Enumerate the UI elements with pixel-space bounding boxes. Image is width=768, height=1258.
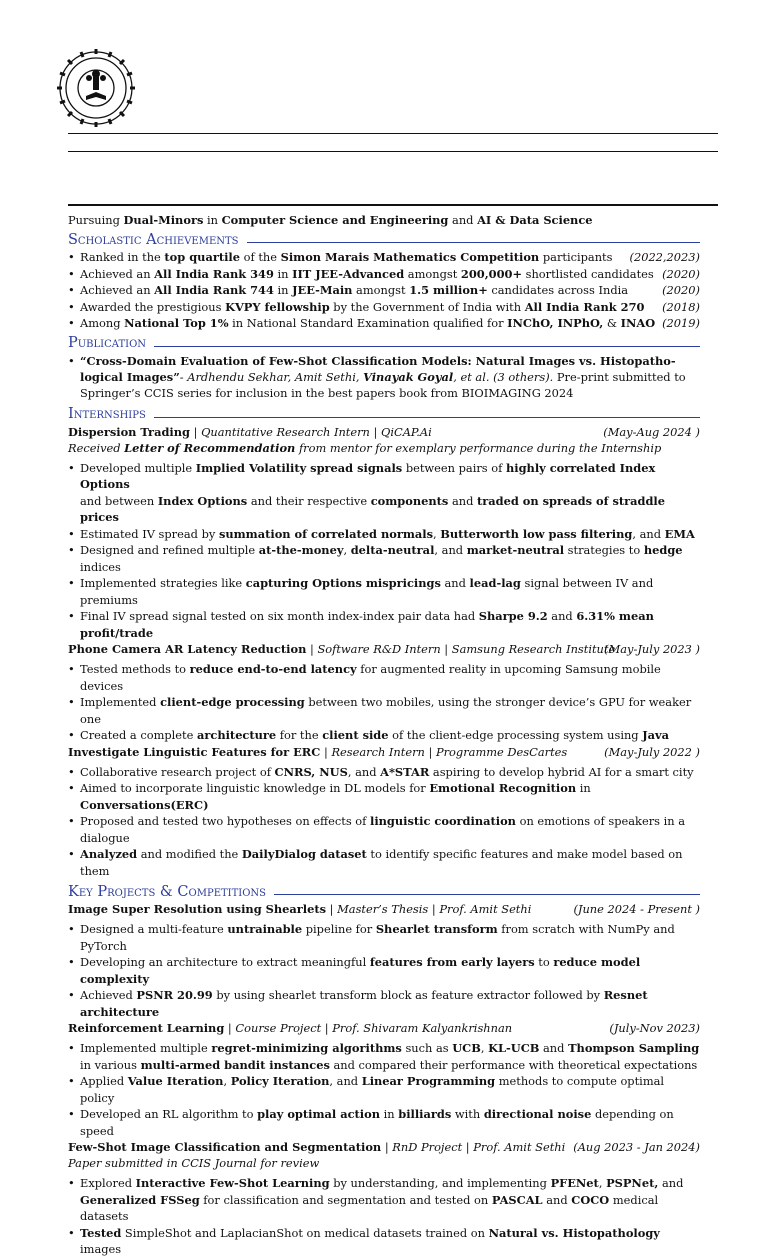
project-bullets: [68, 1175, 700, 1258]
internship-bullets: [68, 661, 700, 744]
bullet-item: • Developed multiple Implied Volatility spread signals between pairs of highly correlated Index Options and between Index Options and their respective components and traded on spreads of straddle prices: [68, 460, 700, 526]
internship-bullets: [68, 460, 700, 642]
achievement-item: • Achieved an All India Rank 349 in IIT JEE-Advanced amongst 200,000+ shortlisted candidates (2020): [68, 266, 700, 283]
bullet-item: • Proposed and tested two hypotheses on effects of linguistic coordination on emotions of speakers in a dialogue: [68, 813, 700, 846]
internship-header: Phone Camera AR Latency Reduction | Software R&D Intern | Samsung Research Institute (May-July 2023 ): [68, 642, 700, 656]
bullet-item: • Designed a multi-feature untrainable pipeline for Shearlet transform from scratch with NumPy and PyTorch: [68, 921, 700, 954]
achievement-item: • Awarded the prestigious KVPY fellowship by the Government of India with All India Rank 270 (2018): [68, 299, 700, 316]
achievement-item: • Achieved an All India Rank 744 in JEE-Main amongst 1.5 million+ candidates across India (2020): [68, 282, 700, 299]
bullet-item: • Implemented multiple regret-minimizing algorithms such as UCB, KL-UCB and Thompson Sampling in various multi-armed bandit instances and compared their performance with theoretical expectations: [68, 1040, 700, 1073]
project-header: Few-Shot Image Classification and Segmentation | RnD Project | Prof. Amit Sethi (Aug 2023 - Jan 2024): [68, 1140, 700, 1154]
achievement-item: • Among National Top 1% in National Standard Examination qualified for INChO, INPhO, & INAO (2019): [68, 315, 700, 332]
publication-list: [68, 353, 700, 401]
resume-body: [68, 212, 700, 1258]
bullet-item: • Tested methods to reduce end-to-end latency for augmented reality in upcoming Samsung mobile devices: [68, 661, 700, 694]
bullet-item: • Explored Interactive Few-Shot Learning by understanding, and implementing PFENet, PSPNet, and Generalized FSSeg for classification and segmentation and tested on PASCAL and COCO medical datasets: [68, 1175, 700, 1225]
bullet-item: • Tested SimpleShot and LaplacianShot on medical datasets trained on Natural vs. Histopathology images: [68, 1225, 700, 1258]
bullet-item: • Analyzed and modified the DailyDialog dataset to identify specific features and make model based on them: [68, 846, 700, 879]
achievement-item: • Ranked in the top quartile of the Simon Marais Mathematics Competition participants (2022,2023): [68, 249, 700, 266]
section-heading-internships: Internships: [68, 405, 700, 424]
internship-note: Received Letter of Recommendation from mentor for exemplary performance during the Internship: [68, 440, 662, 455]
institute-emblem: [56, 48, 136, 128]
section-heading-projects: Key Projects & Competitions: [68, 882, 700, 901]
publication-item: • “Cross-Domain Evaluation of Few-Shot Classification Models: Natural Images vs. Histopatho- logical Images”- Ardhendu Sekhar, Amit Sethi, Vinayak Goyal, et al. (3 others). Pre-print submitted to Springer’s CCIS series for inclusion in the best papers book from BIOIMAGING 2024: [68, 353, 700, 401]
bullet-item: • Applied Value Iteration, Policy Iteration, and Linear Programming methods to compute optimal policy: [68, 1073, 700, 1106]
project-header: Reinforcement Learning | Course Project | Prof. Shivaram Kalyankrishnan (July-Nov 2023): [68, 1021, 700, 1035]
section-heading-scholastic: Scholastic Achievements: [68, 230, 700, 249]
bullet-item: • Achieved PSNR 20.99 by using shearlet transform block as feature extractor followed by Resnet architecture: [68, 987, 700, 1020]
bullet-item: • Aimed to incorporate linguistic knowledge in DL models for Emotional Recognition in Conversations(ERC): [68, 780, 700, 813]
bullet-item: • Estimated IV spread by summation of correlated normals, Butterworth low pass filtering, and EMA: [68, 526, 700, 543]
bullet-item: • Implemented client-edge processing between two mobiles, using the stronger device’s GPU for weaker one: [68, 694, 700, 727]
section-heading-publication: Publication: [68, 334, 700, 353]
bullet-item: • Final IV spread signal tested on six month index-index pair data had Sharpe 9.2 and 6.31% mean profit/trade: [68, 608, 700, 641]
header-rule-middle: [68, 151, 718, 152]
scholastic-list: [68, 249, 700, 332]
project-bullets: [68, 921, 700, 1020]
bullet-item: • Developed an RL algorithm to play optimal action in billiards with directional noise depending on speed: [68, 1106, 700, 1139]
internship-bullets: [68, 764, 700, 880]
project-note: Paper submitted in CCIS Journal for review: [68, 1156, 320, 1170]
internship-header: Dispersion Trading | Quantitative Research Intern | QiCAP.Ai (May-Aug 2024 ): [68, 424, 700, 439]
bullet-item: • Developing an architecture to extract meaningful features from early layers to reduce model complexity: [68, 954, 700, 987]
internship-header: Investigate Linguistic Features for ERC | Research Intern | Programme DesCartes (May-July 2022 ): [68, 744, 700, 759]
header-rule-bottom: [68, 204, 718, 206]
project-header: Image Super Resolution using Shearlets | Master’s Thesis | Prof. Amit Sethi (June 2024 - Present ): [68, 902, 700, 916]
project-bullets: [68, 1040, 700, 1139]
bullet-item: • Implemented strategies like capturing Options mispricings and lead-lag signal between IV and premiums: [68, 575, 700, 608]
header-rule-top: [68, 133, 718, 134]
bullet-item: • Created a complete architecture for the client side of the client-edge processing system using Java: [68, 727, 700, 744]
intro-line: Pursuing Dual-Minors in Computer Science and Engineering and AI & Data Science: [68, 213, 593, 227]
bullet-item: • Designed and refined multiple at-the-money, delta-neutral, and market-neutral strategies to hedge indices: [68, 542, 700, 575]
bullet-item: • Collaborative research project of CNRS, NUS, and A*STAR aspiring to develop hybrid AI for a smart city: [68, 764, 700, 781]
